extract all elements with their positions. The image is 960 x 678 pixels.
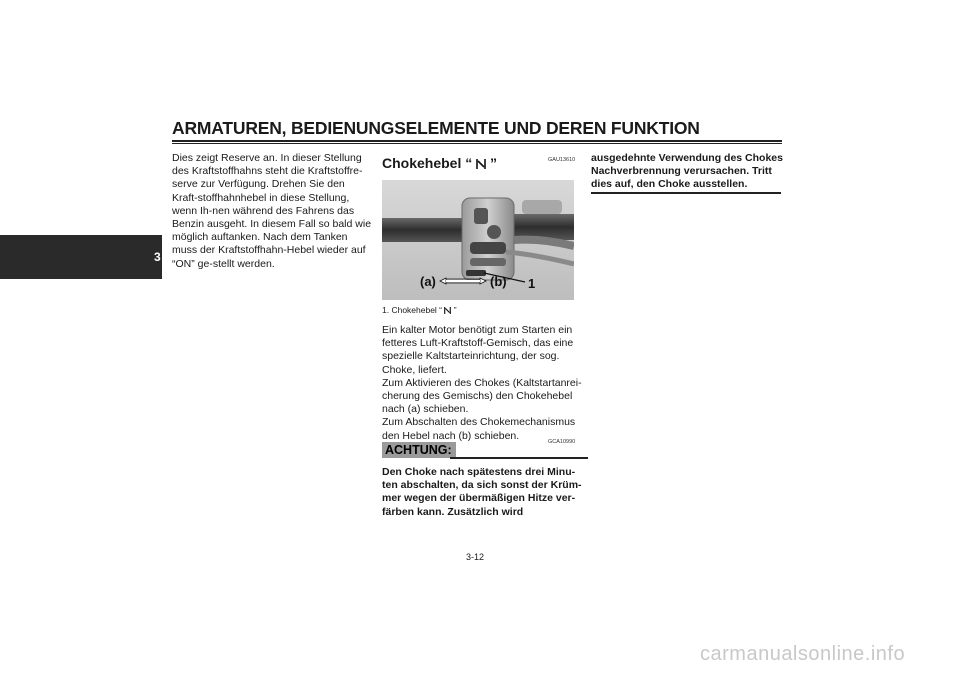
caution-rule: [450, 457, 588, 459]
figure-callout-1: 1: [528, 276, 536, 291]
choke-symbol-small-icon: [444, 306, 451, 315]
caution-label: ACHTUNG:: [382, 442, 456, 458]
body-paragraph-3: Zum Abschalten des Chokemechanismus den Hebel nach (b) schieben.: [382, 416, 576, 442]
section-title-suffix: ”: [490, 155, 498, 171]
choke-lever-photo: [382, 180, 574, 300]
caution-continuation: ausgedehnte Verwendung des Chokes Nachverbrennung verursachen. Tritt dies auf, den Choke ausstellen.: [591, 152, 783, 191]
caution-code: GCA10990: [548, 439, 576, 445]
section-title-prefix: Chokehebel “: [382, 155, 473, 171]
caption-suffix: ”: [453, 305, 457, 315]
chapter-tab: [0, 235, 162, 279]
section-code: GAU13610: [548, 157, 576, 163]
choke-symbol-icon: [476, 158, 486, 170]
figure-caption: [382, 304, 457, 317]
chapter-tab-number: 3: [154, 250, 161, 264]
column-1: [172, 152, 372, 271]
header-rule: [172, 140, 782, 142]
figure-label-a: (a): [420, 274, 436, 289]
header-rule-thin: [172, 143, 782, 144]
page-number: 3-12: [466, 552, 485, 562]
handlebar-illustration: [382, 180, 574, 300]
caution-text: Den Choke nach spätestens drei Minu-ten abschalten, da sich sonst der Krüm-mer wegen der übermäßigen Hitze ver-färben kann. Zusätzlich wird: [382, 466, 582, 518]
caution-header: [382, 442, 456, 458]
body-paragraph-2: Zum Aktivieren des Chokes (Kaltstartanrei-cherung des Gemischs) den Chokehebel nach (a) schieben.: [382, 376, 582, 416]
body-paragraph-1: Ein kalter Motor benötigt zum Starten ein fetteres Luft-Kraftstoff-Gemisch, das eine spezielle Kaltstarteinrichtung, der sog. Choke, liefert.: [382, 324, 574, 376]
page-header-title: ARMATUREN, BEDIENUNGSELEMENTE UND DEREN FUNKTION: [172, 118, 700, 138]
caution-end-rule: [591, 192, 781, 194]
column-3: [591, 152, 783, 192]
reserve-paragraph: Dies zeigt Reserve an. In dieser Stellung des Kraftstoffhahns steht die Kraftstoffre-serve zur Verfügung. Drehen Sie den Kraft-stoffhahnhebel in diese Stellung, wenn Ih-nen während des Fahrens das Benzin ausgeht. In diesem Fall so bald wie möglich auftanken. Nach dem Tanken muss der Kraftstoffhahn-Hebel wieder auf “ON” ge-stellt werden.: [172, 152, 372, 270]
section-title: [382, 157, 497, 170]
watermark: carmanualsonline.info: [700, 643, 906, 665]
choke-body-text: [382, 324, 582, 443]
figure-label-b: (b): [490, 274, 507, 289]
caption-prefix: 1. Chokehebel “: [382, 305, 443, 315]
